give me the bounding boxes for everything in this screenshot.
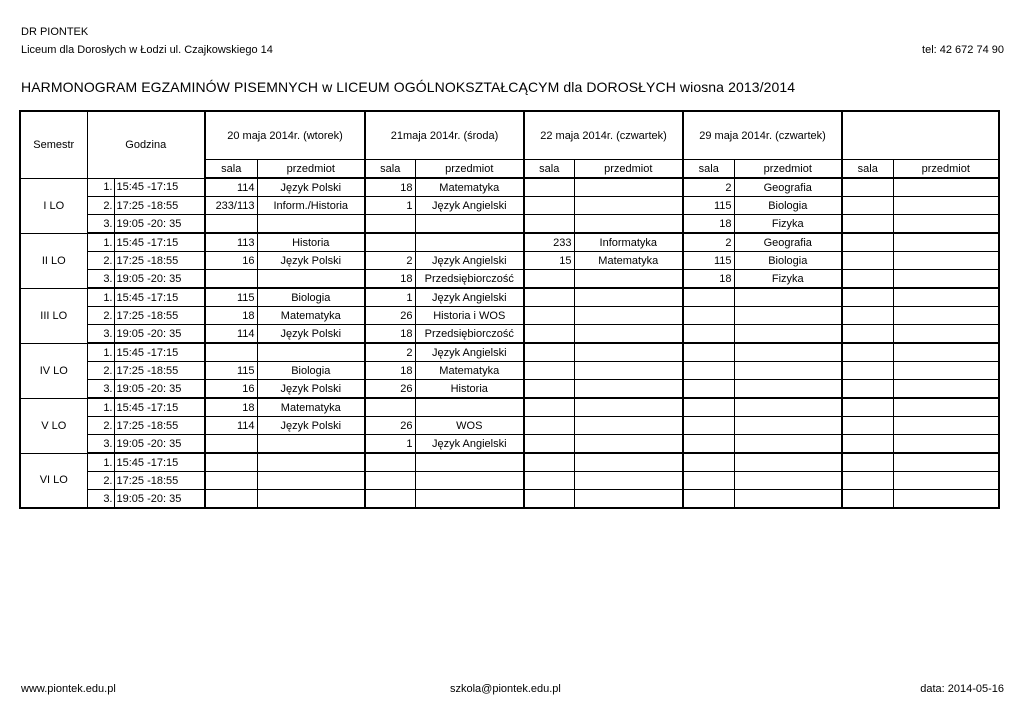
subject-cell: [734, 453, 842, 472]
school-address: Liceum dla Dorosłych w Łodzi ul. Czajkowskiego 14: [21, 44, 273, 56]
subject-cell: [574, 490, 683, 509]
subject-cell: [734, 398, 842, 417]
subheader-sala: sala: [683, 160, 734, 179]
header-godzina: Godzina: [87, 111, 205, 178]
room-cell: [205, 490, 257, 509]
subject-cell: [734, 417, 842, 435]
room-cell: 2: [365, 343, 415, 362]
table-row: [20, 343, 999, 362]
slot-time: 15:45 -17:15: [114, 233, 205, 252]
slot-number: 1.: [87, 233, 114, 252]
page-title: HARMONOGRAM EGZAMINÓW PISEMNYCH w LICEUM OGÓLNOKSZTAŁCĄCYM dla DOROSŁYCH wiosna 2013/2014: [21, 79, 796, 95]
slot-time: 17:25 -18:55: [114, 197, 205, 215]
room-cell: [524, 325, 574, 344]
subject-cell: [574, 178, 683, 197]
room-cell: 115: [683, 252, 734, 270]
slot-number: 1.: [87, 288, 114, 307]
slot-number: 2.: [87, 307, 114, 325]
slot-time: 19:05 -20: 35: [114, 490, 205, 509]
room-cell: [365, 453, 415, 472]
subheader-sala: sala: [842, 160, 893, 179]
footer-email[interactable]: szkola@piontek.edu.pl: [450, 683, 561, 695]
slot-time: 17:25 -18:55: [114, 472, 205, 490]
subject-cell: [574, 472, 683, 490]
room-cell: [683, 288, 734, 307]
subject-cell: [574, 307, 683, 325]
subject-cell: [574, 362, 683, 380]
room-cell: 2: [365, 252, 415, 270]
room-cell: [842, 343, 893, 362]
room-cell: 18: [365, 270, 415, 289]
table-row: [20, 362, 999, 380]
room-cell: 1: [365, 435, 415, 454]
room-cell: [683, 435, 734, 454]
room-cell: 233/113: [205, 197, 257, 215]
subject-cell: WOS: [415, 417, 524, 435]
room-cell: [683, 490, 734, 509]
room-cell: [842, 215, 893, 234]
table-row: [20, 325, 999, 344]
subject-cell: [257, 490, 365, 509]
table-row: [20, 453, 999, 472]
subject-cell: [574, 435, 683, 454]
subheader-sala: sala: [205, 160, 257, 179]
subject-cell: Przedsiębiorczość: [415, 325, 524, 344]
room-cell: 18: [205, 398, 257, 417]
header-date: 22 maja 2014r. (czwartek): [524, 111, 683, 160]
subject-cell: Biologia: [734, 252, 842, 270]
subject-cell: [734, 362, 842, 380]
table-row: [20, 215, 999, 234]
subject-cell: [893, 307, 999, 325]
subject-cell: [734, 380, 842, 399]
room-cell: 114: [205, 417, 257, 435]
subject-cell: Geografia: [734, 233, 842, 252]
room-cell: [524, 362, 574, 380]
subject-cell: [574, 270, 683, 289]
subject-cell: Biologia: [257, 288, 365, 307]
subject-cell: [574, 380, 683, 399]
room-cell: 113: [205, 233, 257, 252]
room-cell: [524, 435, 574, 454]
subheader-przedmiot: przedmiot: [893, 160, 999, 179]
subject-cell: Język Polski: [257, 252, 365, 270]
slot-number: 3.: [87, 435, 114, 454]
room-cell: [365, 472, 415, 490]
subject-cell: Język Angielski: [415, 435, 524, 454]
subject-cell: [415, 490, 524, 509]
room-cell: [842, 270, 893, 289]
footer-date: data: 2014-05-16: [920, 683, 1004, 695]
subject-cell: [893, 197, 999, 215]
room-cell: 18: [205, 307, 257, 325]
room-cell: 18: [365, 362, 415, 380]
school-name: DR PIONTEK: [21, 26, 89, 38]
room-cell: [842, 435, 893, 454]
room-cell: [842, 288, 893, 307]
room-cell: [365, 490, 415, 509]
room-cell: [524, 343, 574, 362]
slot-number: 3.: [87, 215, 114, 234]
room-cell: [524, 178, 574, 197]
subheader-sala: sala: [524, 160, 574, 179]
room-cell: [524, 453, 574, 472]
subject-cell: [893, 490, 999, 509]
room-cell: [365, 215, 415, 234]
room-cell: 233: [524, 233, 574, 252]
room-cell: [842, 380, 893, 399]
subject-cell: [574, 325, 683, 344]
subject-cell: [415, 453, 524, 472]
subject-cell: Matematyka: [415, 362, 524, 380]
semester-cell: I LO: [20, 178, 87, 233]
subject-cell: Inform./Historia: [257, 197, 365, 215]
room-cell: [205, 343, 257, 362]
subject-cell: [893, 362, 999, 380]
slot-number: 1.: [87, 178, 114, 197]
subject-cell: [893, 233, 999, 252]
subject-cell: Matematyka: [257, 307, 365, 325]
room-cell: [842, 453, 893, 472]
room-cell: [842, 472, 893, 490]
room-cell: [205, 472, 257, 490]
subject-cell: [734, 490, 842, 509]
room-cell: [683, 380, 734, 399]
room-cell: [842, 252, 893, 270]
slot-time: 15:45 -17:15: [114, 343, 205, 362]
slot-number: 3.: [87, 380, 114, 399]
room-cell: [683, 417, 734, 435]
header-date: 29 maja 2014r. (czwartek): [683, 111, 842, 160]
room-cell: 115: [205, 362, 257, 380]
room-cell: [842, 233, 893, 252]
subject-cell: [734, 343, 842, 362]
room-cell: 1: [365, 288, 415, 307]
subject-cell: [893, 288, 999, 307]
subject-cell: Geografia: [734, 178, 842, 197]
room-cell: [683, 472, 734, 490]
subject-cell: [893, 178, 999, 197]
subject-cell: [893, 417, 999, 435]
exam-schedule-table: [19, 110, 1000, 509]
room-cell: [683, 325, 734, 344]
slot-number: 2.: [87, 197, 114, 215]
subject-cell: Fizyka: [734, 215, 842, 234]
subject-cell: Język Polski: [257, 380, 365, 399]
room-cell: [524, 270, 574, 289]
header-date: 20 maja 2014r. (wtorek): [205, 111, 365, 160]
subject-cell: Matematyka: [415, 178, 524, 197]
subject-cell: [734, 288, 842, 307]
table-row: [20, 197, 999, 215]
room-cell: 18: [683, 270, 734, 289]
subject-cell: [893, 380, 999, 399]
subject-cell: Historia i WOS: [415, 307, 524, 325]
room-cell: 18: [365, 178, 415, 197]
room-cell: [842, 325, 893, 344]
room-cell: [842, 398, 893, 417]
room-cell: [524, 288, 574, 307]
slot-number: 1.: [87, 398, 114, 417]
semester-cell: IV LO: [20, 343, 87, 398]
table-row: [20, 398, 999, 417]
table-row: [20, 270, 999, 289]
slot-time: 15:45 -17:15: [114, 453, 205, 472]
subject-cell: [415, 472, 524, 490]
table-row: [20, 233, 999, 252]
slot-time: 19:05 -20: 35: [114, 270, 205, 289]
room-cell: [842, 490, 893, 509]
semester-cell: VI LO: [20, 453, 87, 508]
room-cell: [683, 453, 734, 472]
subject-cell: [574, 417, 683, 435]
subject-cell: Biologia: [257, 362, 365, 380]
subject-cell: [257, 453, 365, 472]
subject-cell: Przedsiębiorczość: [415, 270, 524, 289]
slot-number: 3.: [87, 325, 114, 344]
subheader-przedmiot: przedmiot: [574, 160, 683, 179]
room-cell: [683, 307, 734, 325]
slot-number: 3.: [87, 270, 114, 289]
room-cell: [205, 215, 257, 234]
room-cell: [524, 472, 574, 490]
subject-cell: [415, 215, 524, 234]
header-date: 21maja 2014r. (środa): [365, 111, 524, 160]
room-cell: 114: [205, 178, 257, 197]
table-row: [20, 472, 999, 490]
subject-cell: [893, 472, 999, 490]
room-cell: [842, 307, 893, 325]
room-cell: 18: [365, 325, 415, 344]
table-row: [20, 252, 999, 270]
room-cell: 115: [205, 288, 257, 307]
room-cell: 26: [365, 307, 415, 325]
room-cell: [683, 362, 734, 380]
slot-time: 15:45 -17:15: [114, 178, 205, 197]
semester-cell: II LO: [20, 233, 87, 288]
subject-cell: [734, 325, 842, 344]
room-cell: 2: [683, 178, 734, 197]
semester-cell: V LO: [20, 398, 87, 453]
subject-cell: Historia: [257, 233, 365, 252]
room-cell: [205, 270, 257, 289]
room-cell: 26: [365, 380, 415, 399]
subject-cell: [257, 472, 365, 490]
room-cell: [205, 435, 257, 454]
subject-cell: Język Angielski: [415, 252, 524, 270]
slot-number: 2.: [87, 472, 114, 490]
slot-number: 1.: [87, 343, 114, 362]
room-cell: [524, 490, 574, 509]
subject-cell: [893, 398, 999, 417]
slot-time: 19:05 -20: 35: [114, 325, 205, 344]
room-cell: [524, 398, 574, 417]
slot-number: 2.: [87, 362, 114, 380]
subject-cell: Język Polski: [257, 325, 365, 344]
subheader-przedmiot: przedmiot: [734, 160, 842, 179]
room-cell: [524, 307, 574, 325]
table-row: [20, 435, 999, 454]
subject-cell: Informatyka: [574, 233, 683, 252]
room-cell: [205, 453, 257, 472]
table-row: [20, 307, 999, 325]
room-cell: 16: [205, 380, 257, 399]
subject-cell: Fizyka: [734, 270, 842, 289]
subject-cell: Język Angielski: [415, 197, 524, 215]
room-cell: [842, 362, 893, 380]
subheader-przedmiot: przedmiot: [415, 160, 524, 179]
table-row: [20, 380, 999, 399]
subject-cell: [574, 288, 683, 307]
slot-time: 19:05 -20: 35: [114, 215, 205, 234]
subheader-sala: sala: [365, 160, 415, 179]
room-cell: [683, 398, 734, 417]
slot-time: 17:25 -18:55: [114, 307, 205, 325]
table-row: [20, 417, 999, 435]
room-cell: [842, 178, 893, 197]
slot-number: 2.: [87, 417, 114, 435]
subject-cell: [734, 307, 842, 325]
slot-time: 17:25 -18:55: [114, 252, 205, 270]
subject-cell: [415, 398, 524, 417]
room-cell: 2: [683, 233, 734, 252]
room-cell: 115: [683, 197, 734, 215]
subject-cell: [574, 343, 683, 362]
room-cell: [365, 398, 415, 417]
table-row: [20, 490, 999, 509]
subject-cell: Język Angielski: [415, 288, 524, 307]
subject-cell: Matematyka: [574, 252, 683, 270]
room-cell: 114: [205, 325, 257, 344]
slot-time: 15:45 -17:15: [114, 398, 205, 417]
subject-cell: [257, 270, 365, 289]
subject-cell: [574, 197, 683, 215]
semester-cell: III LO: [20, 288, 87, 343]
room-cell: [842, 197, 893, 215]
subject-cell: Biologia: [734, 197, 842, 215]
subject-cell: Historia: [415, 380, 524, 399]
room-cell: [365, 233, 415, 252]
phone-number: tel: 42 672 74 90: [922, 44, 1004, 56]
slot-time: 17:25 -18:55: [114, 362, 205, 380]
subject-cell: [415, 233, 524, 252]
room-cell: 15: [524, 252, 574, 270]
subject-cell: [257, 215, 365, 234]
slot-time: 15:45 -17:15: [114, 288, 205, 307]
slot-time: 19:05 -20: 35: [114, 380, 205, 399]
room-cell: 16: [205, 252, 257, 270]
subject-cell: Matematyka: [257, 398, 365, 417]
room-cell: 18: [683, 215, 734, 234]
room-cell: [842, 417, 893, 435]
subject-cell: [574, 453, 683, 472]
room-cell: [524, 215, 574, 234]
subject-cell: Język Angielski: [415, 343, 524, 362]
header-date: [842, 111, 999, 160]
subject-cell: [893, 252, 999, 270]
subject-cell: [574, 215, 683, 234]
subject-cell: [893, 325, 999, 344]
subject-cell: [257, 343, 365, 362]
subject-cell: [893, 435, 999, 454]
subject-cell: [574, 398, 683, 417]
subject-cell: [893, 343, 999, 362]
slot-time: 17:25 -18:55: [114, 417, 205, 435]
subject-cell: Język Polski: [257, 178, 365, 197]
subject-cell: [734, 472, 842, 490]
room-cell: 1: [365, 197, 415, 215]
room-cell: [524, 197, 574, 215]
subject-cell: [893, 453, 999, 472]
slot-number: 2.: [87, 252, 114, 270]
room-cell: [524, 380, 574, 399]
slot-time: 19:05 -20: 35: [114, 435, 205, 454]
table-row: [20, 288, 999, 307]
footer-website[interactable]: www.piontek.edu.pl: [21, 683, 116, 695]
subject-cell: [734, 435, 842, 454]
subject-cell: [257, 435, 365, 454]
slot-number: 1.: [87, 453, 114, 472]
subject-cell: [893, 270, 999, 289]
subheader-przedmiot: przedmiot: [257, 160, 365, 179]
header-semestr: Semestr: [20, 111, 87, 178]
room-cell: [524, 417, 574, 435]
slot-number: 3.: [87, 490, 114, 509]
subject-cell: Język Polski: [257, 417, 365, 435]
room-cell: 26: [365, 417, 415, 435]
table-row: [20, 178, 999, 197]
subject-cell: [893, 215, 999, 234]
room-cell: [683, 343, 734, 362]
